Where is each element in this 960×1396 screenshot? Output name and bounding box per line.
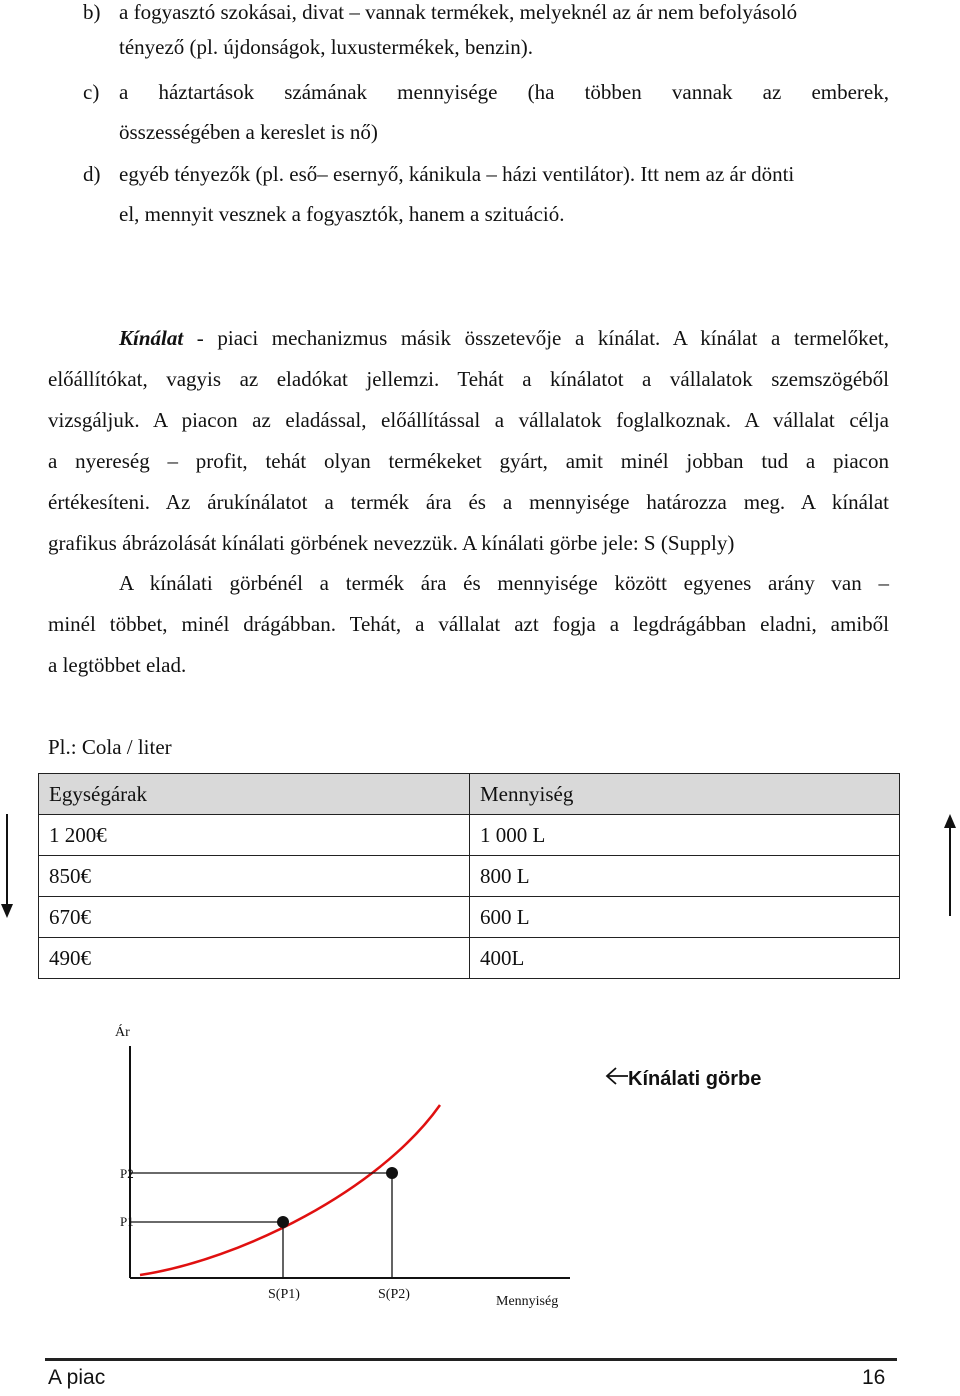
supply-curve xyxy=(140,1105,440,1275)
supply-curve-chart xyxy=(100,1010,800,1320)
x-axis-label: Mennyiség xyxy=(496,1294,559,1309)
cell-price: 670€ xyxy=(39,897,470,938)
table-row xyxy=(39,856,900,897)
cell-quantity: 400L xyxy=(470,938,900,979)
p2-label: P2 xyxy=(120,1166,134,1181)
list-item-b xyxy=(83,0,797,26)
cell-price: 490€ xyxy=(39,938,470,979)
s2-label: S(P2) xyxy=(378,1287,410,1302)
cell-quantity: 600 L xyxy=(470,897,900,938)
supply-line-7: A kínálati görbénél a termék ára és mennyisége között egyenes arány van – xyxy=(119,571,889,595)
list-text: egyéb tényezők (pl. eső– esernyő, kánikula – házi ventilátor). Itt nem az ár dönti xyxy=(119,162,795,186)
list-text: tényező (pl. újdonságok, luxustermékek, benzin). xyxy=(119,35,534,59)
supply-term: Kínálat xyxy=(119,326,184,350)
list-text: a fogyasztó szokásai, divat – vannak termékek, melyeknél az ár nem befolyásoló xyxy=(119,0,798,24)
cell-quantity: 800 L xyxy=(470,856,900,897)
supply-line-8: minél többet, minél drágábban. Tehát, a vállalat azt fogja a legdrágábban eladni, amiből xyxy=(48,612,889,636)
footer-rule xyxy=(45,1358,897,1361)
supply-line-4: a nyereség – profit, tehát olyan termékeket gyárt, amit minél jobban tud a piacon xyxy=(48,449,889,473)
supply-line-5: értékesíteni. Az árukínálatot a termék ára és a mennyisége határozza meg. A kínálat xyxy=(48,490,889,514)
list-item-b-cont xyxy=(119,33,533,61)
supply-text: - piaci mechanizmus másik összetevője a kínálat. A kínálat a termelőket, xyxy=(183,326,889,350)
cell-price: 1 200€ xyxy=(39,815,470,856)
p1-label: P1 xyxy=(120,1214,134,1229)
cell-price: 850€ xyxy=(39,856,470,897)
y-axis-label: Ár xyxy=(115,1025,130,1040)
list-label: d) xyxy=(83,162,101,186)
point-p2 xyxy=(386,1167,398,1179)
curve-label: Kínálati görbe xyxy=(628,1068,762,1090)
table-row xyxy=(39,938,900,979)
list-item-d xyxy=(83,160,794,188)
list-item-c-cont xyxy=(119,118,378,146)
price-quantity-table xyxy=(38,773,900,979)
list-text: el, mennyit vesznek a fogyasztók, hanem a szituáció. xyxy=(119,202,565,226)
table-row xyxy=(39,897,900,938)
list-text: összességében a kereslet is nő) xyxy=(119,120,378,144)
table-row xyxy=(39,815,900,856)
down-arrow-icon xyxy=(0,810,14,920)
table-header-row xyxy=(39,774,900,815)
point-p1 xyxy=(277,1216,289,1228)
supply-line-9: a legtöbbet elad. xyxy=(48,653,187,677)
list-label: b) xyxy=(83,0,101,24)
left-arrow-icon xyxy=(607,1068,628,1084)
cell-quantity: 1 000 L xyxy=(470,815,900,856)
supply-line-1 xyxy=(119,324,889,352)
list-label: c) xyxy=(83,80,100,104)
footer-title: A piac xyxy=(48,1366,106,1389)
list-item-d-cont xyxy=(119,200,565,228)
supply-line-6: grafikus ábrázolását kínálati görbének nevezzük. A kínálati görbe jele: S (Supply) xyxy=(48,531,735,555)
list-item-c xyxy=(83,78,889,106)
supply-line-2: előállítókat, vagyis az eladókat jellemzi. Tehát a kínálatot a vállalatok szemszögéből xyxy=(48,367,889,391)
page-number: 16 xyxy=(862,1366,886,1389)
header-quantity: Mennyiség xyxy=(470,774,900,815)
example-title: Pl.: Cola / liter xyxy=(48,735,172,759)
up-arrow-icon xyxy=(942,810,958,920)
list-text: a háztartások számának mennyisége (ha többen vannak az emberek, xyxy=(119,80,889,104)
header-price: Egységárak xyxy=(39,774,470,815)
s1-label: S(P1) xyxy=(268,1287,300,1302)
supply-line-3: vizsgáljuk. A piacon az eladással, előállítással a vállalatok foglalkoznak. A vállalat célja xyxy=(48,408,889,432)
